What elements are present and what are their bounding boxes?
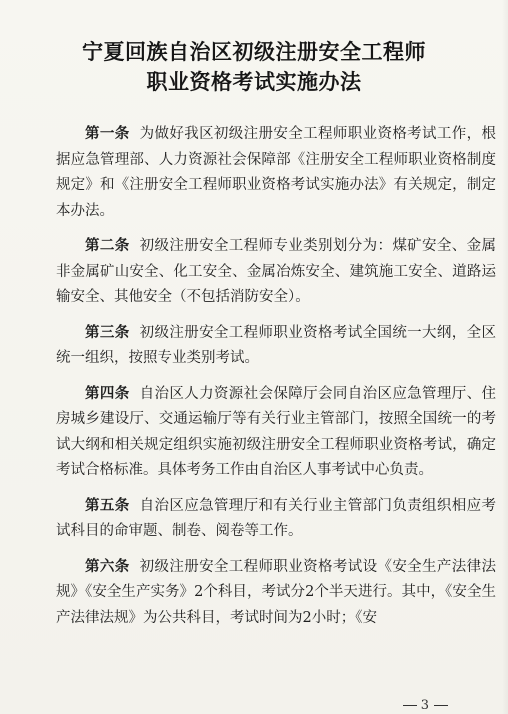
- article-label: 第一条: [85, 126, 130, 142]
- article-6: [56, 555, 496, 632]
- article-text: 自治区人力资源社会保障厅会同自治区应急管理厅、住房城乡建设厅、交通运输厅等有关行业主管部门，按照全国统一的考试大纲和相关规定组织实施初级注册安全工程师职业资格考试，确定考试合格标准。具体考务工作由自治区人事考试中心负责。: [56, 385, 497, 478]
- article-3: [56, 321, 496, 372]
- page-number: 3: [420, 698, 430, 713]
- article-text: 初级注册安全工程师职业资格考试全国统一大纲，全区统一组织，按照专业类别考试。: [56, 324, 497, 366]
- article-1: [56, 122, 496, 224]
- article-4: [56, 382, 496, 484]
- document-title-line2: 职业资格考试实施办法: [146, 69, 362, 94]
- article-text: 初级注册安全工程师专业类别划分为：煤矿安全、金属非金属矿山安全、化工安全、金属冶炼安全、建筑施工安全、道路运输安全、其他安全（不包括消防安全）。: [56, 238, 497, 305]
- document-title-line1: 宁夏回族自治区初级注册安全工程师: [82, 39, 426, 64]
- document-body: [56, 122, 496, 641]
- article-label: 第四条: [85, 385, 130, 402]
- article-label: 第三条: [85, 324, 130, 341]
- article-label: 第六条: [85, 558, 130, 575]
- article-text: 为做好我区初级注册安全工程师职业资格考试工作，根据应急管理部、人力资源社会保障部《注册安全工程师职业资格制度规定》和《注册安全工程师职业资格考试实施办法》有关规定，制定本办法。: [56, 126, 497, 219]
- article-text: 自治区应急管理厅和有关行业主管部门负责组织相应考试科目的命审题、制卷、阅卷等工作。: [56, 497, 497, 539]
- article-5: [56, 494, 496, 545]
- article-label: 第二条: [85, 238, 130, 254]
- page-number-footer: [399, 698, 452, 713]
- article-2: [56, 234, 496, 311]
- footer-dash-right: [434, 705, 448, 706]
- article-text: 初级注册安全工程师职业资格考试设《安全生产法律法规》《安全生产实务》2个科目，考试分2个半天进行。其中，《安全生产法律法规》为公共科目，考试时间为2小时；《安: [56, 558, 497, 626]
- article-label: 第五条: [85, 497, 130, 514]
- footer-dash-left: [403, 705, 417, 706]
- page-edge-shadow: [502, 0, 508, 714]
